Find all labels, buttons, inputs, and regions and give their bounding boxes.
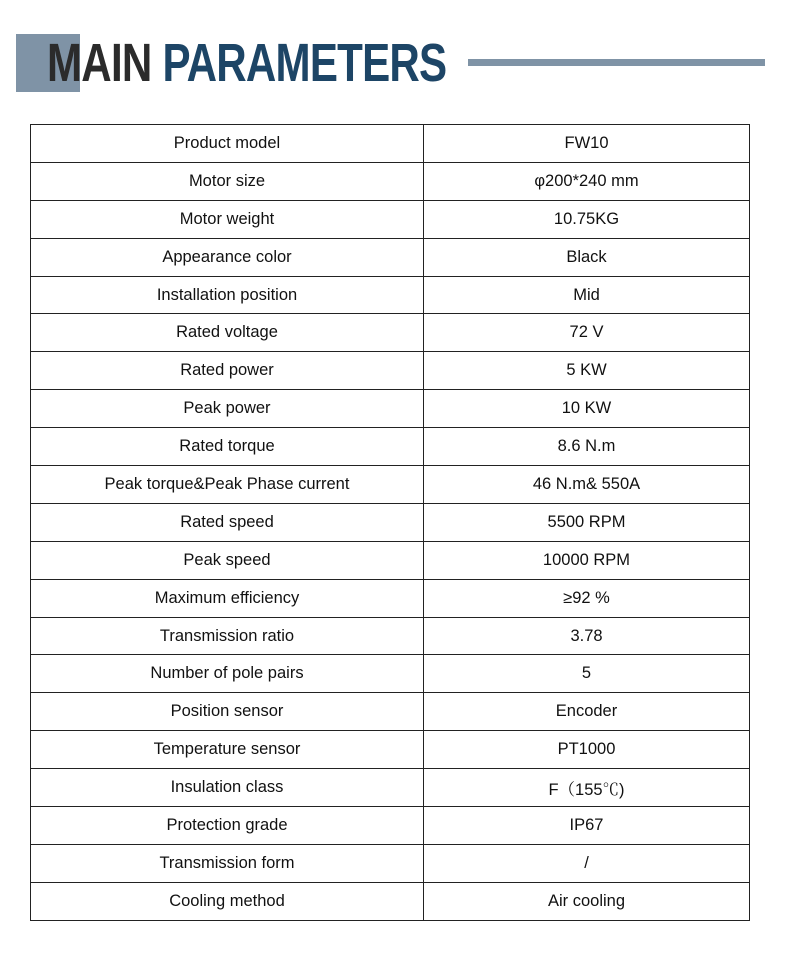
parameter-value: 5	[424, 655, 750, 693]
parameter-name: Insulation class	[31, 769, 424, 807]
title-part-main: MAIN	[47, 33, 152, 93]
table-row	[31, 466, 750, 504]
parameter-name: Product model	[31, 125, 424, 163]
parameter-name: Rated torque	[31, 428, 424, 466]
parameter-name: Installation position	[31, 276, 424, 314]
parameter-value: Air cooling	[424, 882, 750, 920]
parameter-value: FW10	[424, 125, 750, 163]
title-part-parameters: PARAMETERS	[162, 33, 447, 93]
parameter-name: Transmission ratio	[31, 617, 424, 655]
parameter-value: 5 KW	[424, 352, 750, 390]
parameter-name: Temperature sensor	[31, 731, 424, 769]
table-row	[31, 162, 750, 200]
parameter-name: Peak power	[31, 390, 424, 428]
parameter-name: Rated speed	[31, 503, 424, 541]
parameter-name: Protection grade	[31, 807, 424, 845]
parameter-name: Number of pole pairs	[31, 655, 424, 693]
parameter-value: 5500 RPM	[424, 503, 750, 541]
parameter-value: F（155℃)	[424, 769, 750, 807]
table-row	[31, 314, 750, 352]
table-row	[31, 503, 750, 541]
page-title	[47, 33, 447, 93]
table-row	[31, 238, 750, 276]
parameter-name: Cooling method	[31, 882, 424, 920]
table-row	[31, 390, 750, 428]
parameter-name: Rated power	[31, 352, 424, 390]
parameter-name: Maximum efficiency	[31, 579, 424, 617]
table-row	[31, 428, 750, 466]
parameter-value: φ200*240 mm	[424, 162, 750, 200]
table-row	[31, 655, 750, 693]
parameter-value: 3.78	[424, 617, 750, 655]
parameter-value: 46 N.m& 550A	[424, 466, 750, 504]
parameter-value: 72 V	[424, 314, 750, 352]
parameter-value: /	[424, 844, 750, 882]
parameter-value: Mid	[424, 276, 750, 314]
table-row	[31, 200, 750, 238]
parameter-value: 10.75KG	[424, 200, 750, 238]
table-row	[31, 125, 750, 163]
parameter-name: Peak torque&Peak Phase current	[31, 466, 424, 504]
table-row	[31, 579, 750, 617]
parameter-name: Transmission form	[31, 844, 424, 882]
parameter-value: Black	[424, 238, 750, 276]
table-row	[31, 731, 750, 769]
parameter-name: Appearance color	[31, 238, 424, 276]
parameter-name: Rated voltage	[31, 314, 424, 352]
table-row	[31, 617, 750, 655]
parameter-value: 10 KW	[424, 390, 750, 428]
table-row	[31, 352, 750, 390]
table-row	[31, 541, 750, 579]
parameter-value: 8.6 N.m	[424, 428, 750, 466]
table-row	[31, 693, 750, 731]
table-row	[31, 807, 750, 845]
parameter-value: PT1000	[424, 731, 750, 769]
parameter-value: Encoder	[424, 693, 750, 731]
parameter-name: Motor weight	[31, 200, 424, 238]
table-row	[31, 769, 750, 807]
parameter-value: IP67	[424, 807, 750, 845]
title-rule-divider	[468, 59, 765, 66]
parameter-name: Peak speed	[31, 541, 424, 579]
parameter-name: Position sensor	[31, 693, 424, 731]
table-row	[31, 882, 750, 920]
table-row	[31, 844, 750, 882]
table-row	[31, 276, 750, 314]
parameter-name: Motor size	[31, 162, 424, 200]
parameter-value: ≥92 %	[424, 579, 750, 617]
parameter-value: 10000 RPM	[424, 541, 750, 579]
parameters-table	[30, 124, 750, 921]
